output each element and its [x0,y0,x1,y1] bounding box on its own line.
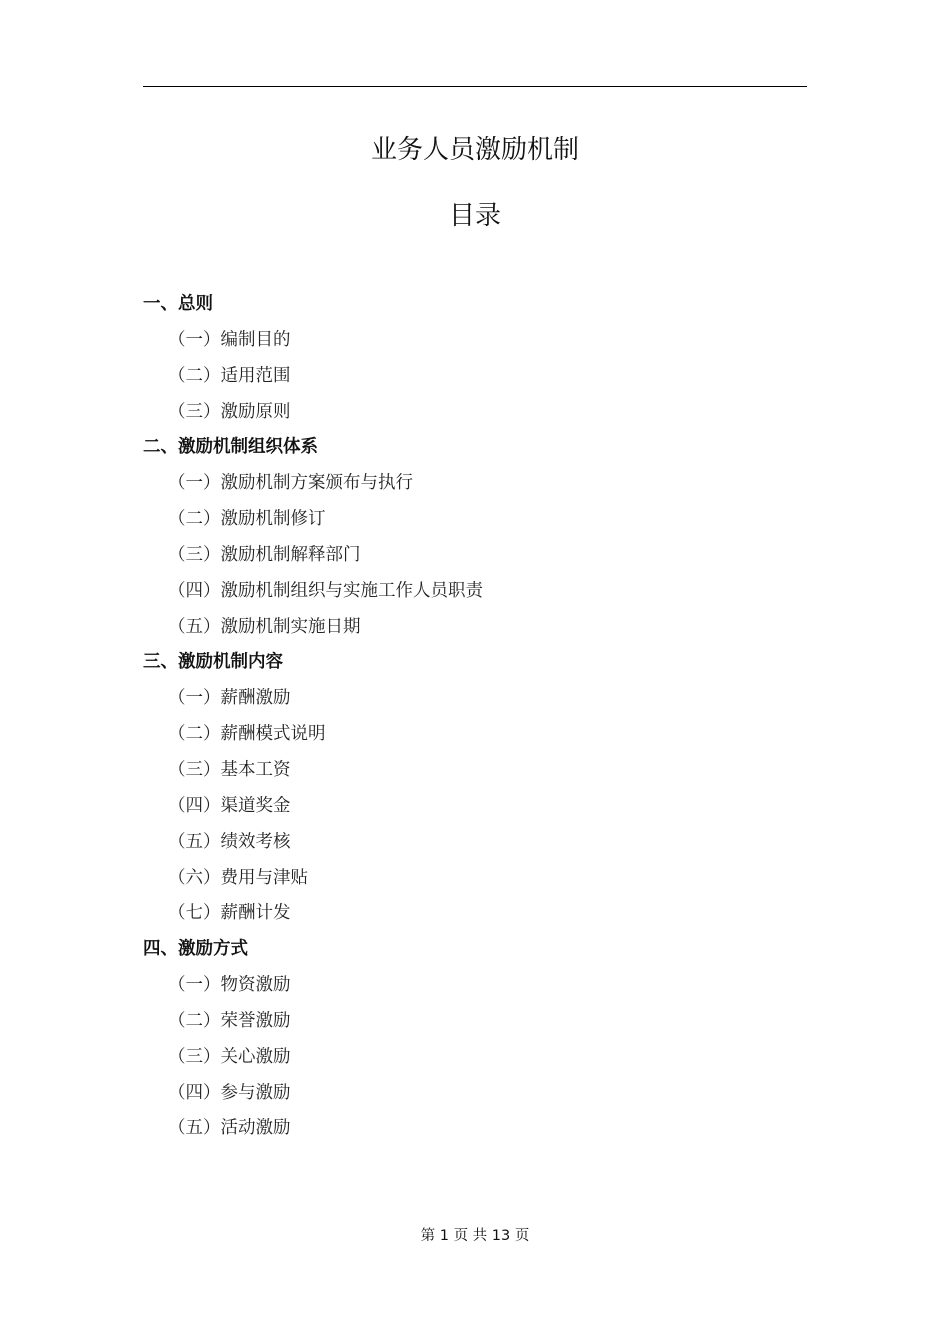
toc-item[interactable]: （三）激励机制解释部门 [168,544,361,565]
toc-subitems [143,968,807,1147]
toc-item[interactable]: （二）适用范围 [168,365,291,386]
toc-item[interactable]: （一）激励机制方案颁布与执行 [168,473,413,494]
toc-item[interactable]: （六）费用与津贴 [168,867,308,888]
toc-item[interactable]: （一）薪酬激励 [168,688,291,709]
toc-heading[interactable]: 二、激励机制组织体系 [143,437,318,458]
toc-item[interactable]: （二）荣誉激励 [168,1010,291,1031]
toc-item[interactable]: （五）绩效考核 [168,831,291,852]
toc-item[interactable]: （四）渠道奖金 [168,795,291,816]
toc-section-general [143,287,807,430]
toc-item[interactable]: （四）激励机制组织与实施工作人员职责 [168,580,483,601]
toc-item[interactable]: （三）基本工资 [168,759,291,780]
toc-item[interactable]: （三）关心激励 [168,1046,291,1067]
toc-subitems [143,323,807,431]
toc-item[interactable]: （七）薪酬计发 [168,903,291,924]
toc-item[interactable]: （二）激励机制修订 [168,509,326,530]
toc-item[interactable]: （五）活动激励 [168,1118,291,1139]
toc-title: 目录 [448,201,501,231]
toc-section-methods [143,932,807,1147]
toc-item[interactable]: （一）物资激励 [168,975,291,996]
toc-subitems [143,681,807,932]
header-rule [143,86,807,87]
page-footer: 第 1 页 共 13 页 [420,1228,530,1244]
toc-heading[interactable]: 四、激励方式 [143,939,248,960]
toc-item[interactable]: （三）激励原则 [168,401,291,422]
toc-heading[interactable]: 三、激励机制内容 [143,652,283,673]
table-of-contents [143,287,807,1147]
toc-item[interactable]: （二）薪酬模式说明 [168,724,326,745]
toc-section-content [143,645,807,932]
toc-subitems [143,466,807,645]
toc-item[interactable]: （一）编制目的 [168,329,291,350]
toc-heading[interactable]: 一、总则 [143,294,213,314]
toc-item[interactable]: （四）参与激励 [168,1082,291,1103]
toc-item[interactable]: （五）激励机制实施日期 [168,616,361,637]
toc-section-organization [143,430,807,645]
document-title: 业务人员激励机制 [370,135,579,165]
